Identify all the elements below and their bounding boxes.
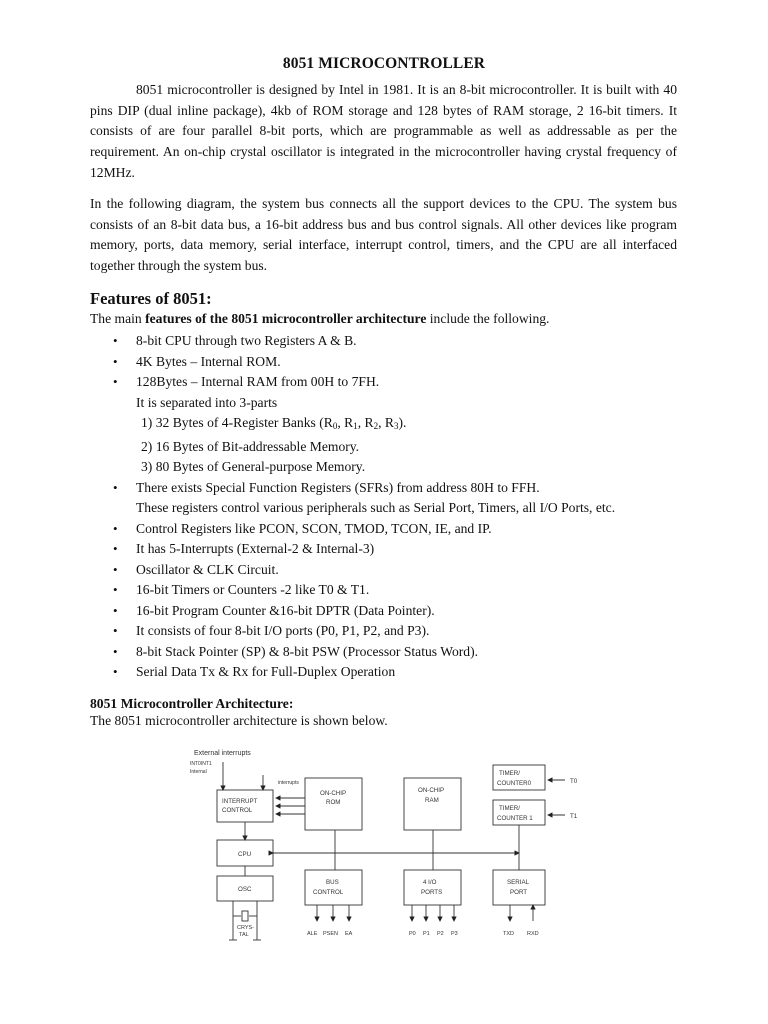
osc-label: OSC <box>238 886 252 893</box>
bus-control-label-1: BUS <box>326 879 339 886</box>
list-item: • It has 5-Interrupts (External-2 & Internal-3) <box>0 539 768 560</box>
intro-paragraph: 8051 microcontroller is designed by Intel in 1981. It is an 8-bit microcontroller. It is built with 40 pins DIP (dual inline package), 4kb of ROM storage and 128 bytes of RAM storage, 2 16-bit timers. It consists of are four parallel 8-bit ports, which are programmable as well as addressable as per the requirement. An on-chip crystal oscillator is integrated in the microcontroller having crystal frequency of 12MHz. <box>90 82 677 180</box>
list-item: • Oscillator & CLK Circuit. <box>0 560 768 581</box>
list-item: • It consists of four 8-bit I/O ports (P0, P1, P2, and P3). <box>0 621 768 642</box>
io-ports-label-1: 4 I/O <box>423 879 437 886</box>
list-item: • 8-bit Stack Pointer (SP) & 8-bit PSW (Processor Status Word). <box>0 642 768 663</box>
features-intro-suffix: include the following. <box>426 311 550 326</box>
list-item: • 4K Bytes – Internal ROM. <box>0 352 768 373</box>
list-item: • Serial Data Tx & Rx for Full-Duplex Operation <box>0 662 768 683</box>
reg-sub-1: 1 <box>353 421 358 431</box>
architecture-diagram <box>180 740 580 945</box>
features-list <box>0 331 768 683</box>
interrupt-control-label-2: CONTROL <box>222 807 253 814</box>
timer1-label-2: COUNTER 1 <box>497 815 533 822</box>
list-item: • Control Registers like PCON, SCON, TMOD, TCON, IE, and IP. <box>0 519 768 540</box>
architecture-intro: The 8051 microcontroller architecture is shown below. <box>90 713 388 728</box>
io-ports-label-2: PORTS <box>421 889 443 896</box>
reg-sub-3: 3 <box>393 421 399 431</box>
register-banks-text: 1) 32 Bytes of 4-Register Banks (R <box>141 415 333 430</box>
features-intro-bold: features of the 8051 microcontroller architecture <box>145 311 427 326</box>
ram-label-2: RAM <box>425 797 439 804</box>
interrupt-control-box <box>217 790 273 822</box>
list-subitem: 2) 16 Bytes of Bit-addressable Memory. <box>141 438 360 454</box>
rxd-label: RXD <box>527 931 539 937</box>
int-lines-label: INT0INT1 <box>190 761 212 767</box>
list-subitem: These registers control various peripherals such as Serial Port, Timers, all I/O Ports, etc. <box>136 500 616 515</box>
ext-interrupts-label: External interrupts <box>194 750 251 757</box>
list-subitem: 3) 80 Bytes of General-purpose Memory. <box>141 459 366 474</box>
p0-label: P0 <box>409 931 416 937</box>
ea-label: EA <box>345 931 353 937</box>
list-subitem: It is separated into 3-parts <box>136 394 278 410</box>
p3-label: P3 <box>451 931 458 937</box>
bus-control-label-2: CONTROL <box>313 889 344 896</box>
io-ports-box <box>404 870 461 905</box>
list-item: • 128Bytes – Internal RAM from 00H to 7FH. <box>0 372 768 393</box>
timer1-label-1: TIMER/ <box>499 805 520 812</box>
interrupts-label: interrupts <box>278 780 299 786</box>
t0-label: T0 <box>570 778 578 785</box>
ale-label: ALE <box>307 931 318 937</box>
crystal-label-2: TAL <box>239 932 249 938</box>
bus-control-box <box>305 870 362 905</box>
system-bus-paragraph: In the following diagram, the system bus connects all the support devices to the CPU. The system bus consists of an 8-bit data bus, a 16-bit address bus and bus control signals. All other devices like program memory, ports, data memory, serial interface, interrupt control, timers, and the CPU are all interfaced together through the system bus. <box>90 196 677 274</box>
features-intro-prefix: The main <box>90 311 146 326</box>
reg-sub-2: 2 <box>373 421 379 431</box>
timer0-label-1: TIMER/ <box>499 770 520 777</box>
ram-label-1: ON-CHIP <box>418 787 445 794</box>
serial-port-label-2: PORT <box>510 889 528 896</box>
rom-label-1: ON-CHIP <box>320 790 347 797</box>
crystal-label-1: CRYS- <box>237 925 255 931</box>
serial-port-box <box>493 870 545 905</box>
psen-label: PSEN <box>323 931 338 937</box>
crystal-symbol <box>242 911 248 921</box>
list-item: • There exists Special Function Registers (SFRs) from address 80H to FFH. <box>0 478 768 499</box>
list-item: • 16-bit Program Counter &16-bit DPTR (Data Pointer). <box>0 601 768 622</box>
list-item: • 8-bit CPU through two Registers A & B. <box>0 331 768 352</box>
page-title: 8051 MICROCONTROLLER <box>282 55 486 72</box>
features-intro <box>90 311 549 327</box>
internal-label: Internal <box>190 769 207 775</box>
p1-label: P1 <box>423 931 430 937</box>
t1-label: T1 <box>570 813 578 820</box>
txd-label: TXD <box>503 931 514 937</box>
p2-label: P2 <box>437 931 444 937</box>
ram-box <box>404 778 461 830</box>
list-subitem: 1) 32 Bytes of 4-Register Banks ($R_0$, $R_1$, $R_2$, $R_3$). <box>141 415 407 431</box>
list-item: • 16-bit Timers or Counters -2 like T0 & T1. <box>0 580 768 601</box>
features-heading: Features of 8051: <box>90 289 212 308</box>
timer0-label-2: COUNTER0 <box>497 780 532 787</box>
rom-label-2: ROM <box>326 799 341 806</box>
architecture-heading: 8051 Microcontroller Architecture: <box>90 696 294 711</box>
serial-port-label-1: SERIAL <box>507 879 530 886</box>
reg-sub-0: 0 <box>332 421 338 431</box>
cpu-label: CPU <box>238 851 252 858</box>
interrupt-control-label-1: INTERRUPT <box>222 798 258 805</box>
